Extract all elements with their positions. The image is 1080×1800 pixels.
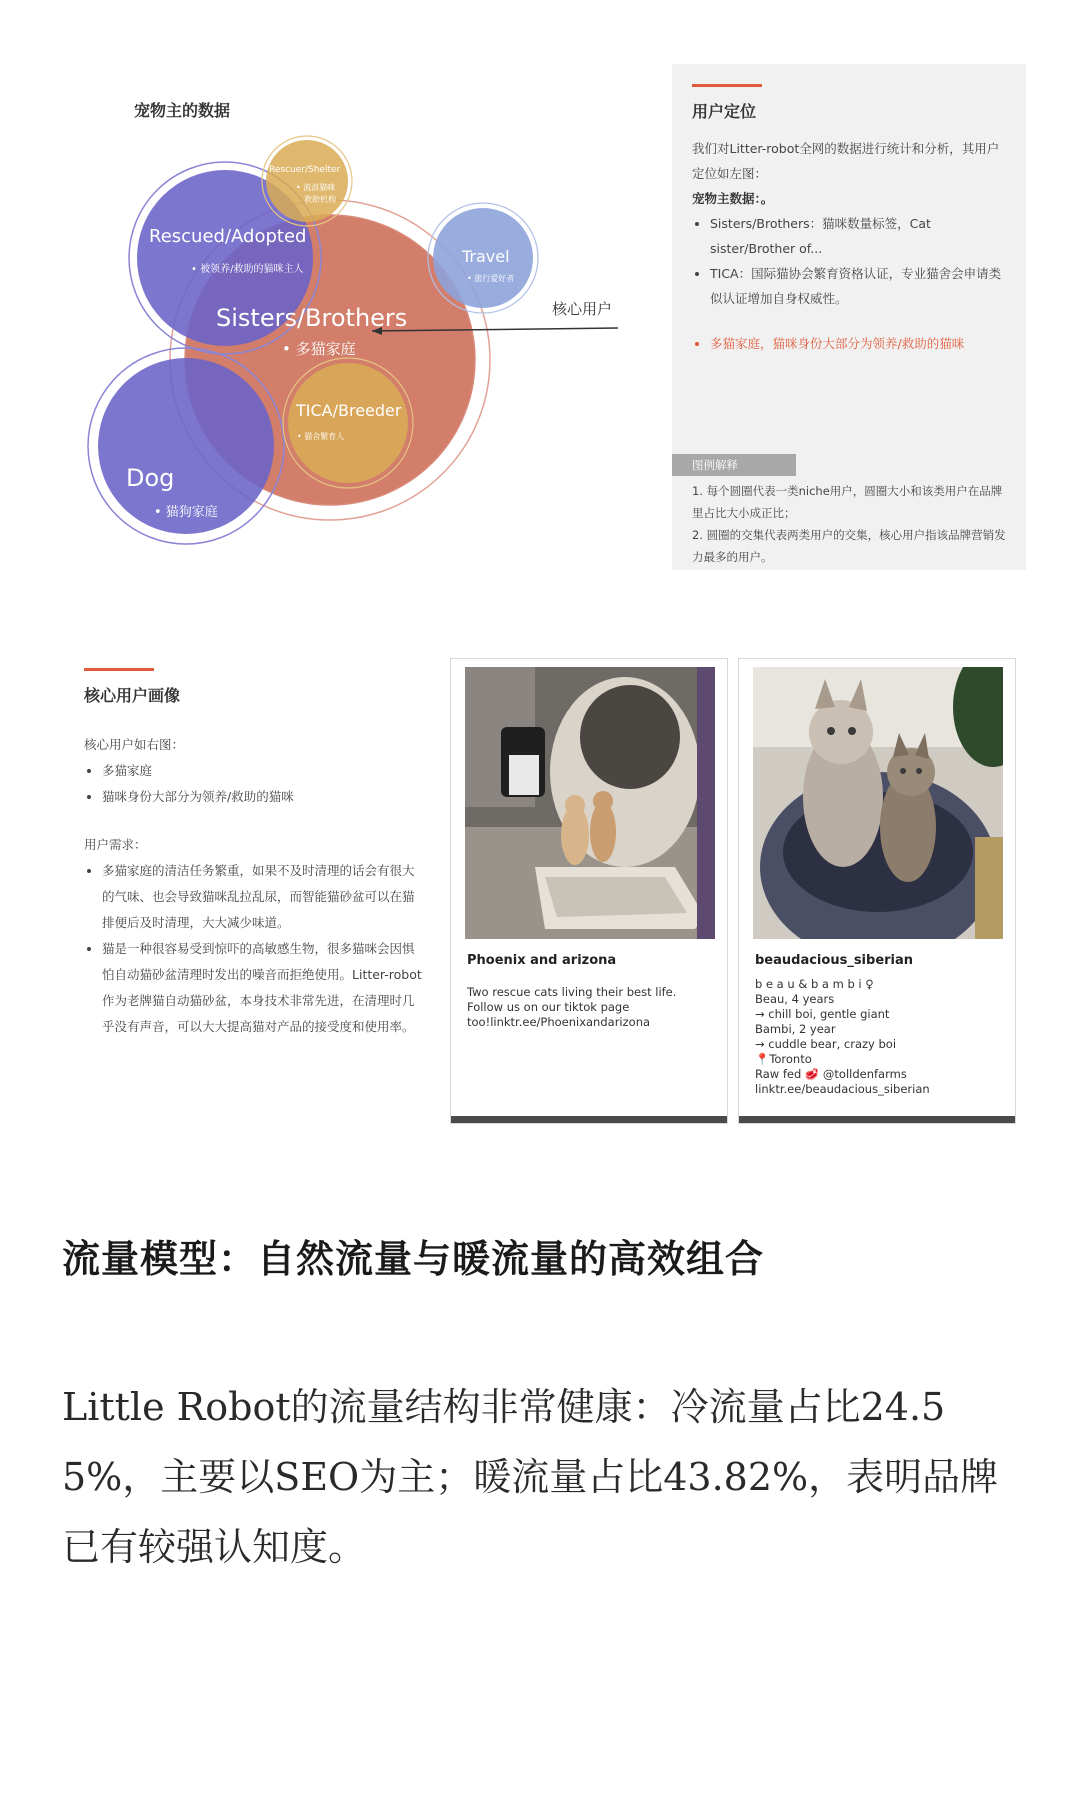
legend-title: 图例解释: [672, 454, 796, 476]
rescuer-shelter-circle: [266, 140, 348, 222]
core-user-section: [84, 668, 424, 1040]
list-item: • 多猫家庭: [102, 758, 424, 784]
user-position-highlight-list: [692, 331, 1006, 356]
rescuer-shelter-label: Rescuer/Shelter: [269, 165, 341, 175]
card-bio: Two rescue cats living their best life. Follow us on our tiktok page too!linktr.ee/Phoenixandarizona: [467, 985, 677, 1029]
accent-line: [84, 668, 154, 671]
tica-breeder-circle: [288, 363, 408, 483]
sisters-brothers-label: Sisters/Brothers: [216, 304, 408, 332]
sisters-brothers-sub: • 多猫家庭: [282, 340, 356, 358]
legend-item-2: 2. 圆圈的交集代表两类用户的交集，核心用户指该品牌营销发力最多的用户。: [692, 528, 1006, 564]
list-item: • Sisters/Brothers：猫咪数量标签，Cat sister/Brother of...: [710, 211, 1006, 261]
section-heading: 流量模型：自然流量与暖流量的高效组合: [62, 1236, 765, 1281]
profile-card-phoenix[interactable]: [450, 658, 728, 1124]
rescued-adopted-sub: • 被领养/救助的猫咪主人: [191, 264, 304, 275]
accent-line: [692, 84, 762, 87]
list-item: • 多猫家庭的清洁任务繁重，如果不及时清理的话会有很大的气味、也会导致猫咪乱拉乱尿，而智能猫砂盆可以在猫排便后及时清理，大大减少味道。: [102, 858, 424, 936]
card-name: beaudacious_siberian: [755, 953, 914, 968]
card-bottom-bar: [451, 1116, 727, 1123]
list-item: • 猫是一种很容易受到惊吓的高敏感生物，很多猫咪会因惧怕自动猫砂盆清理时发出的噪音而拒绝使用。Litter-robot作为老牌猫自动猫砂盆，本身技术非常先进，在清理时几乎没有声音，可以大大提高猫对产品的接受度和使用率。: [102, 936, 424, 1040]
list-item: • TICA：国际猫协会繁育资格认证，专业猫舍会申请类似认证增加自身权威性。: [710, 261, 1006, 311]
card-name: Phoenix and arizona: [467, 953, 617, 968]
travel-sub: • 旅行爱好者: [467, 274, 515, 283]
legend-item-1: 1. 每个圆圈代表一类niche用户，圆圈大小和该类用户在品牌里占比大小成正比；: [692, 484, 1003, 520]
dog-label: Dog: [126, 464, 175, 492]
dog-sub: • 猫狗家庭: [154, 505, 218, 520]
venn-diagram: [0, 0, 660, 580]
user-position-bullets: [692, 211, 1006, 311]
user-position-highlight: • 多猫家庭，猫咪身份大部分为领养/救助的猫咪: [710, 331, 1006, 356]
user-position-intro: 我们对Litter-robot全网的数据进行统计和分析，其用户定位如左图：: [692, 141, 1000, 181]
rescuer-shelter-sub-1: • 流浪猫咪: [296, 183, 336, 192]
legend-text: [692, 480, 1012, 568]
user-needs-label: 用户需求：: [84, 837, 147, 852]
robot-litter-photo: [465, 667, 715, 939]
profile-card-beaudacious[interactable]: [738, 658, 1016, 1124]
card-bio: b e a u & b a m b i ♀ Beau, 4 years → chill boi, gentle giant Bambi, 2 year → cuddle bear, crazy boi 📍Toronto Raw fed 🥩 @tolldenfarms linktr.ee/beaudacious_siberian: [755, 977, 930, 1096]
venn-title: 宠物主的数据: [134, 101, 231, 120]
list-item: • 猫咪身份大部分为领养/救助的猫咪: [102, 784, 424, 810]
body-paragraph: Little Robot的流量结构非常健康：冷流量占比24.55%，主要以SEO为主；暖流量占比43.82%，表明品牌已有较强认知度。: [62, 1385, 999, 1569]
card-bottom-bar: [739, 1116, 1015, 1123]
pet-owner-data-label: 宠物主数据：。: [692, 191, 774, 206]
user-needs-list: [84, 858, 424, 1040]
tica-breeder-label: TICA/Breeder: [296, 401, 402, 420]
core-user-title: 核心用户画像: [84, 686, 181, 705]
core-user-highlights: [84, 758, 424, 810]
siberian-cats-photo: [753, 667, 1003, 939]
rescued-adopted-label: Rescued/Adopted: [149, 226, 307, 247]
travel-label: Travel: [462, 247, 510, 266]
core-user-intro: 核心用户如右图：: [84, 737, 185, 752]
user-position-panel: [672, 64, 1026, 570]
rescuer-shelter-sub-2: 救助机构: [304, 195, 336, 204]
user-position-title: 用户定位: [692, 102, 757, 121]
core-user-label: 核心用户: [552, 300, 613, 318]
tica-breeder-sub: • 猫舍繁育人: [297, 432, 345, 441]
